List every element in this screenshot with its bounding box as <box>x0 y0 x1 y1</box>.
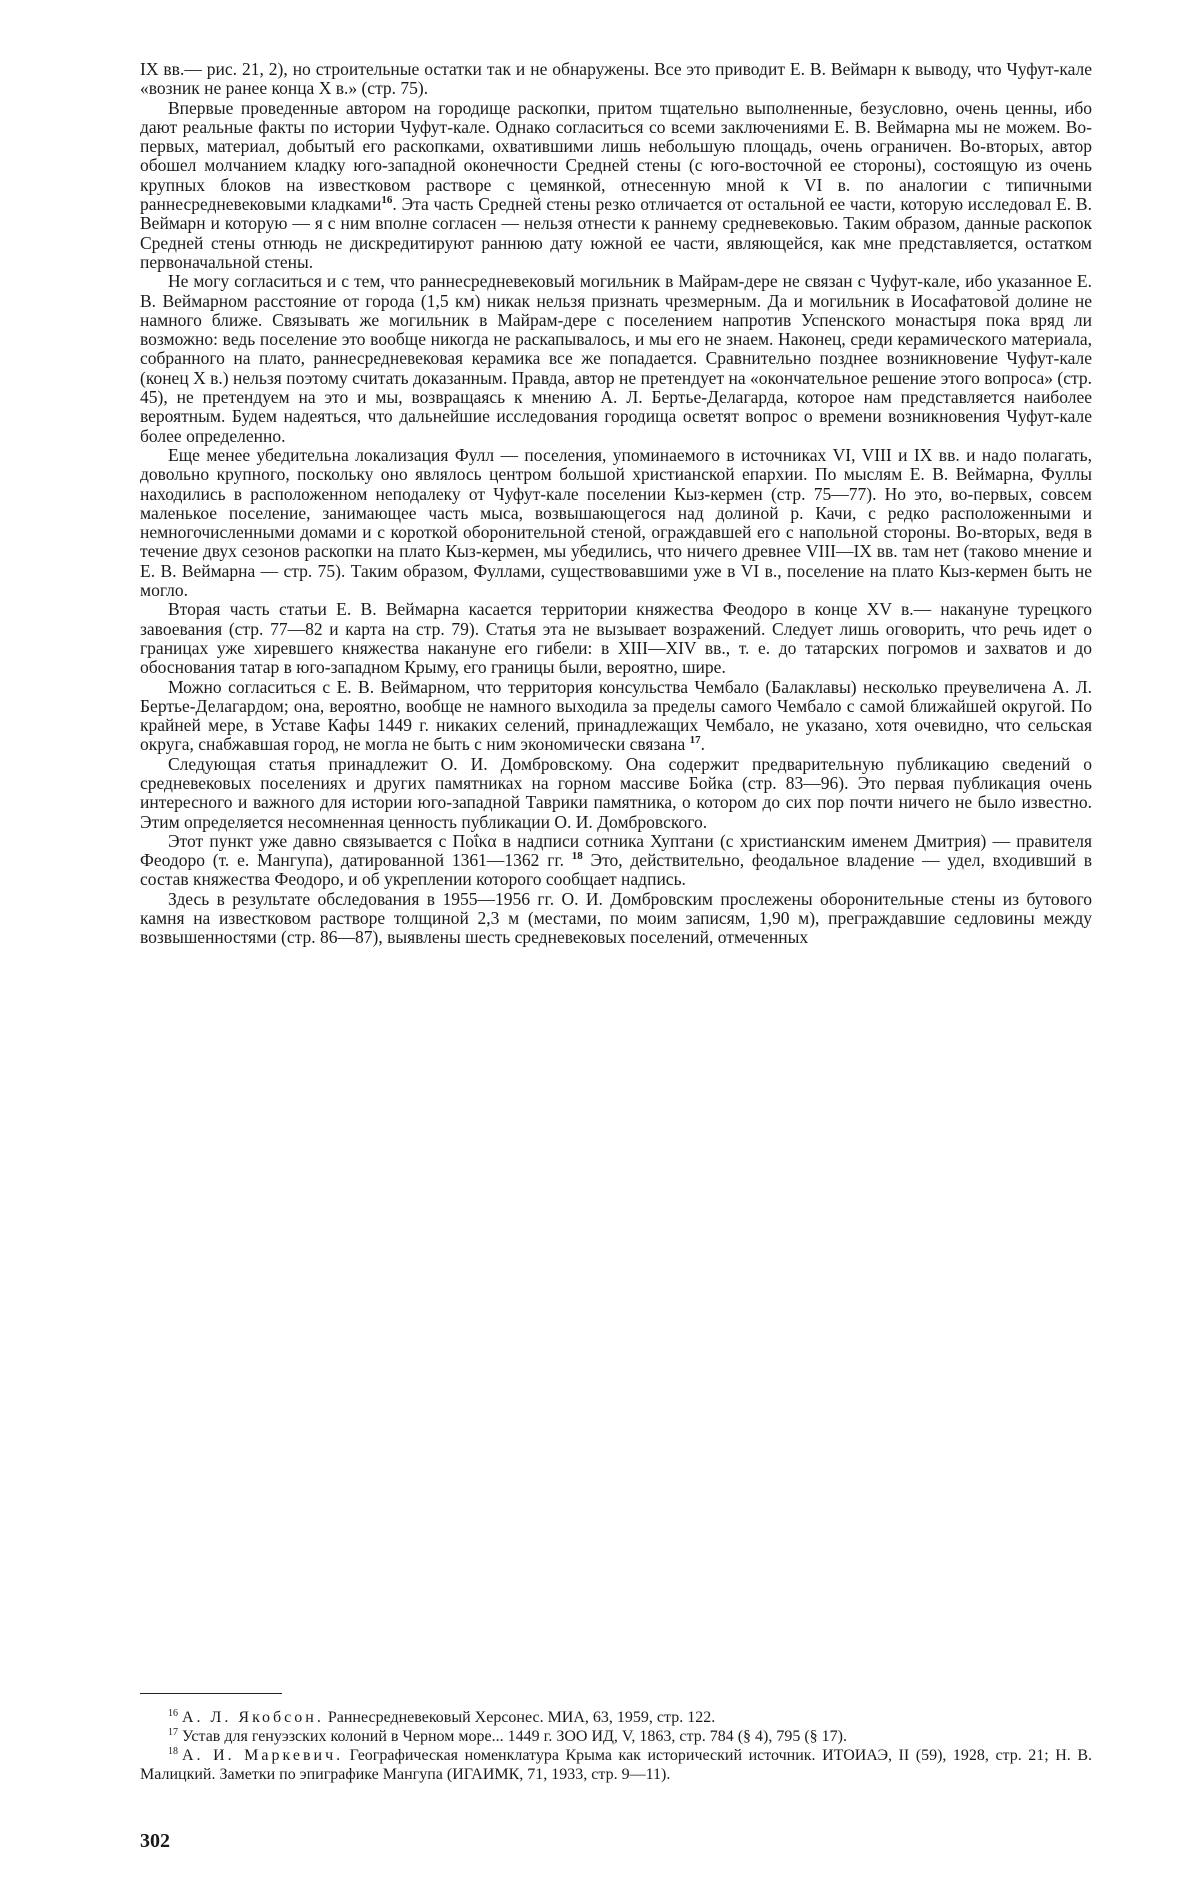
paragraph-7: Следующая статья принадлежит О. И. Домбровскому. Она содержит предварительную публикацию сведений о средневековых поселениях и других памятниках на горном массиве Бойка (стр. 83—96). Это первая публикация очень интересного и важного для истории юго-западной Таврики памятника, о котором до сих пор почти ничего не было известно. Этим определяется несомненная ценность публикации О. И. Домбровского. <box>140 753 1092 832</box>
footnote-16 <box>140 1708 1092 1727</box>
footnote-text: Устав для генуэзских колоний в Черном море... 1449 г. ЗОО ИД, V, 1863, стр. 784 (§ 4), 795 (§ 17). <box>182 1728 848 1745</box>
footnote-divider <box>140 1693 282 1694</box>
paragraph-3: Не могу согласиться и с тем, что раннесредневековый могильник в Майрам-дере не связан с Чуфут-кале, ибо указанное Е. В. Веймарном расстояние от города (1,5 км) никак нельзя признать чрезмерным. Да и могильник в Иосафатовой долине не намного ближе. Связывать же могильник в Майрам-дере с поселением напротив Успенского монастыря пока вряд ли возможно: ведь поселение это вообще никогда не раскапывалось, и мы его не знаем. Наконец, среди керамического материала, собранного на плато, раннесредневековая керамика все же попадается. Сравнительно позднее возникновение Чуфут-кале (конец X в.) нельзя поэтому считать доказанным. Правда, автор не претендует на «окончательное решение этого вопроса» (стр. 45), не претендуем на это и мы, возвращаясь к мнению А. Л. Бертье-Делагарда, которое нам представляется наиболее вероятным. Будем надеяться, что дальнейшие исследования городища осветят вопрос о времени возникновения Чуфут-кале более определенно. <box>140 271 1092 446</box>
paragraph-6-text: Можно согласиться с Е. В. Веймарном, что территория консульства Чембало (Балаклавы) несколько преувеличена А. Л. Бертье-Делагардом; она, вероятно, вообще не намного выходила за пределы самого Чембало с самой ближайшей округой. По крайней мере, в Уставе Кафы 1449 г. никаких селений, принадлежащих Чембало, не указано, хотя очевидно, что сельская округа, снабжавшая город, не могла не быть с ним экономически связана <box>140 676 1092 755</box>
main-text <box>140 60 1092 948</box>
paragraph-2-cont: Эта часть Средней стены резко отличается от остальной ее части, которую исследовал Е. В. Веймарн и которую — я с ним вполне согласен — нельзя отнести к раннему средневековью. Таким образом, данные раскопок Средней стены отнюдь не дискредитируют раннюю дату южной ее части, являющейся, как мне представляется, остатком первоначальной стены. <box>140 194 1092 272</box>
paragraph-9: Здесь в результате обследования в 1955—1956 гг. О. И. Домбровским прослежены оборонительные стены из бутового камня на известковом растворе толщиной 2,3 м (местами, по моим записям, 1,90 м), преграждавшие седловины между возвышенностями (стр. 86—87), выявлены шесть средневековых поселений, отмеченных <box>140 888 1092 948</box>
footnote-mark: 18 <box>168 1745 178 1757</box>
paragraph-1: IX вв.— рис. 21, 2), но строительные остатки так и не обнаружены. Все это приводит Е. В. Веймарн к выводу, что Чуфут-кале «возник не ранее конца X в.» (стр. 75). <box>140 59 1092 99</box>
paragraph-4: Еще менее убедительна локализация Фулл — поселения, упоминаемого в источниках VI, VIII и IX вв. и надо полагать, довольно крупного, поскольку оно являлось центром большой христианской епархии. По мыслям Е. В. Веймарна, Фуллы находились в расположенном неподалеку от Чуфут-кале поселении Кыз-кермен (стр. 75—77). Но это, во-первых, совсем маленькое поселение, занимающее часть мыса, возвышающегося над долиной р. Качи, с редко расположенными и немногочисленными домами и с короткой оборонительной стеной, ограждавшей его с напольной стороны. Во-вторых, ведя в течение двух сезонов раскопки на плато Кыз-кермен, мы убедились, что ничего древнее VIII—IX вв. там нет (таково мнение и Е. В. Веймарна — стр. 75). Таким образом, Фуллами, существовавшими уже в VI в., поселение на плато Кыз-кермен быть не могло. <box>140 444 1092 601</box>
footnote-author: А. И. Маркевич. <box>182 1747 344 1764</box>
footnote-ref-17[interactable]: 17 <box>689 734 701 747</box>
paragraph-6: Можно согласиться с Е. В. Веймарном, что территория консульства Чембало (Балаклавы) несколько преувеличена А. Л. Бертье-Делагардом; она, вероятно, вообще не намного выходила за пределы самого Чембало с самой ближайшей округой. По крайней мере, в Уставе Кафы 1449 г. никаких селений, принадлежащих Чембало, не указано, хотя очевидно, что сельская округа, снабжавшая город, не могла не быть с ним экономически связана $^{17}$. <box>140 676 1092 755</box>
footnote-ref-16[interactable]: 16 <box>381 194 393 207</box>
footnote-ref-18[interactable]: 18 <box>571 850 583 863</box>
paragraph-5: Вторая часть статьи Е. В. Веймарна касается территории княжества Феодоро в конце XV в.— накануне турецкого завоевания (стр. 77—82 и карта на стр. 79). Статья эта не вызывает возражений. Следует лишь оговорить, что речь идет о границах уже хиревшего княжества накануне его гибели: в XIII—XIV вв., т. е. до татарских погромов и захватов и до обоснования татар в юго-западном Крыму, его границы были, вероятно, шире. <box>140 599 1092 678</box>
paragraph-8-cont: Это, действительно, феодальное владение — удел, входивший в состав княжества Феодоро, и об укреплении которого сообщает надпись. <box>140 850 1092 890</box>
paragraph-2-text: Впервые проведенные автором на городище раскопки, притом тщательно выполненные, безусловно, очень ценны, ибо дают реальные факты по истории Чуфут-кале. Однако согласиться со всеми заключениями Е. В. Веймарна мы не можем. Во-первых, материал, добытый его раскопками, охватившими лишь небольшую площадь, очень ограничен. Во-вторых, автор обошел молчанием кладку юго-западной оконечности Средней стены (с юго-восточной ее стороны), состоящую из очень крупных блоков на известковом растворе с цемянкой, отнесенную мной к VI в. по аналогии с типичными раннесредневековыми кладками <box>140 97 1092 215</box>
footnote-author: А. Л. Якобсон. <box>182 1709 324 1726</box>
footnotes <box>140 1708 1092 1784</box>
paragraph-2: Впервые проведенные автором на городище раскопки, притом тщательно выполненные, безусловно, очень ценны, ибо дают реальные факты по истории Чуфут-кале. Однако согласиться со всеми заключениями Е. В. Веймарна мы не можем. Во-первых, материал, добытый его раскопками, охватившими лишь небольшую площадь, очень ограничен. Во-вторых, автор обошел молчанием кладку юго-западной оконечности Средней стены (с юго-восточной ее стороны), состоящую из очень крупных блоков на известковом растворе с цемянкой, отнесенную мной к VI в. по аналогии с типичными раннесредневековыми кладками$^{16}$. Эта часть Средней стены резко отличается от остальной ее части, которую исследовал Е. В. Веймарн и которую — я с ним вполне согласен — нельзя отнести к раннему средневековью. Таким образом, данные раскопок Средней стены отнюдь не дискредитируют раннюю дату южной ее части, являющейся, как мне представляется, остатком первоначальной стены. <box>140 97 1092 272</box>
footnote-text: Географическая номенклатура Крыма как исторический источник. ИТОИАЭ, II (59), 1928, стр. 21; Н. В. Малицкий. Заметки по эпиграфике Мангупа (ИГАИМК, 71, 1933, стр. 9—11). <box>140 1747 1093 1783</box>
footnote-17 <box>140 1727 1092 1746</box>
paragraph-8 <box>140 832 1092 890</box>
page-number: 302 <box>140 1830 170 1852</box>
footnote-18 <box>140 1746 1092 1784</box>
footnote-mark: 16 <box>168 1707 178 1719</box>
footnote-text: Раннесредневековый Херсонес. МИА, 63, 1959, стр. 122. <box>327 1709 716 1726</box>
footnote-mark: 17 <box>168 1726 178 1738</box>
paragraph-8-text: Этот пункт уже давно связывается с Ποΐκα в надписи сотника Хуптани (с христианским именем Дмитрия) — правителя Феодоро (т. е. Мангупа), датированной 1361—1362 гг. <box>140 830 1092 871</box>
